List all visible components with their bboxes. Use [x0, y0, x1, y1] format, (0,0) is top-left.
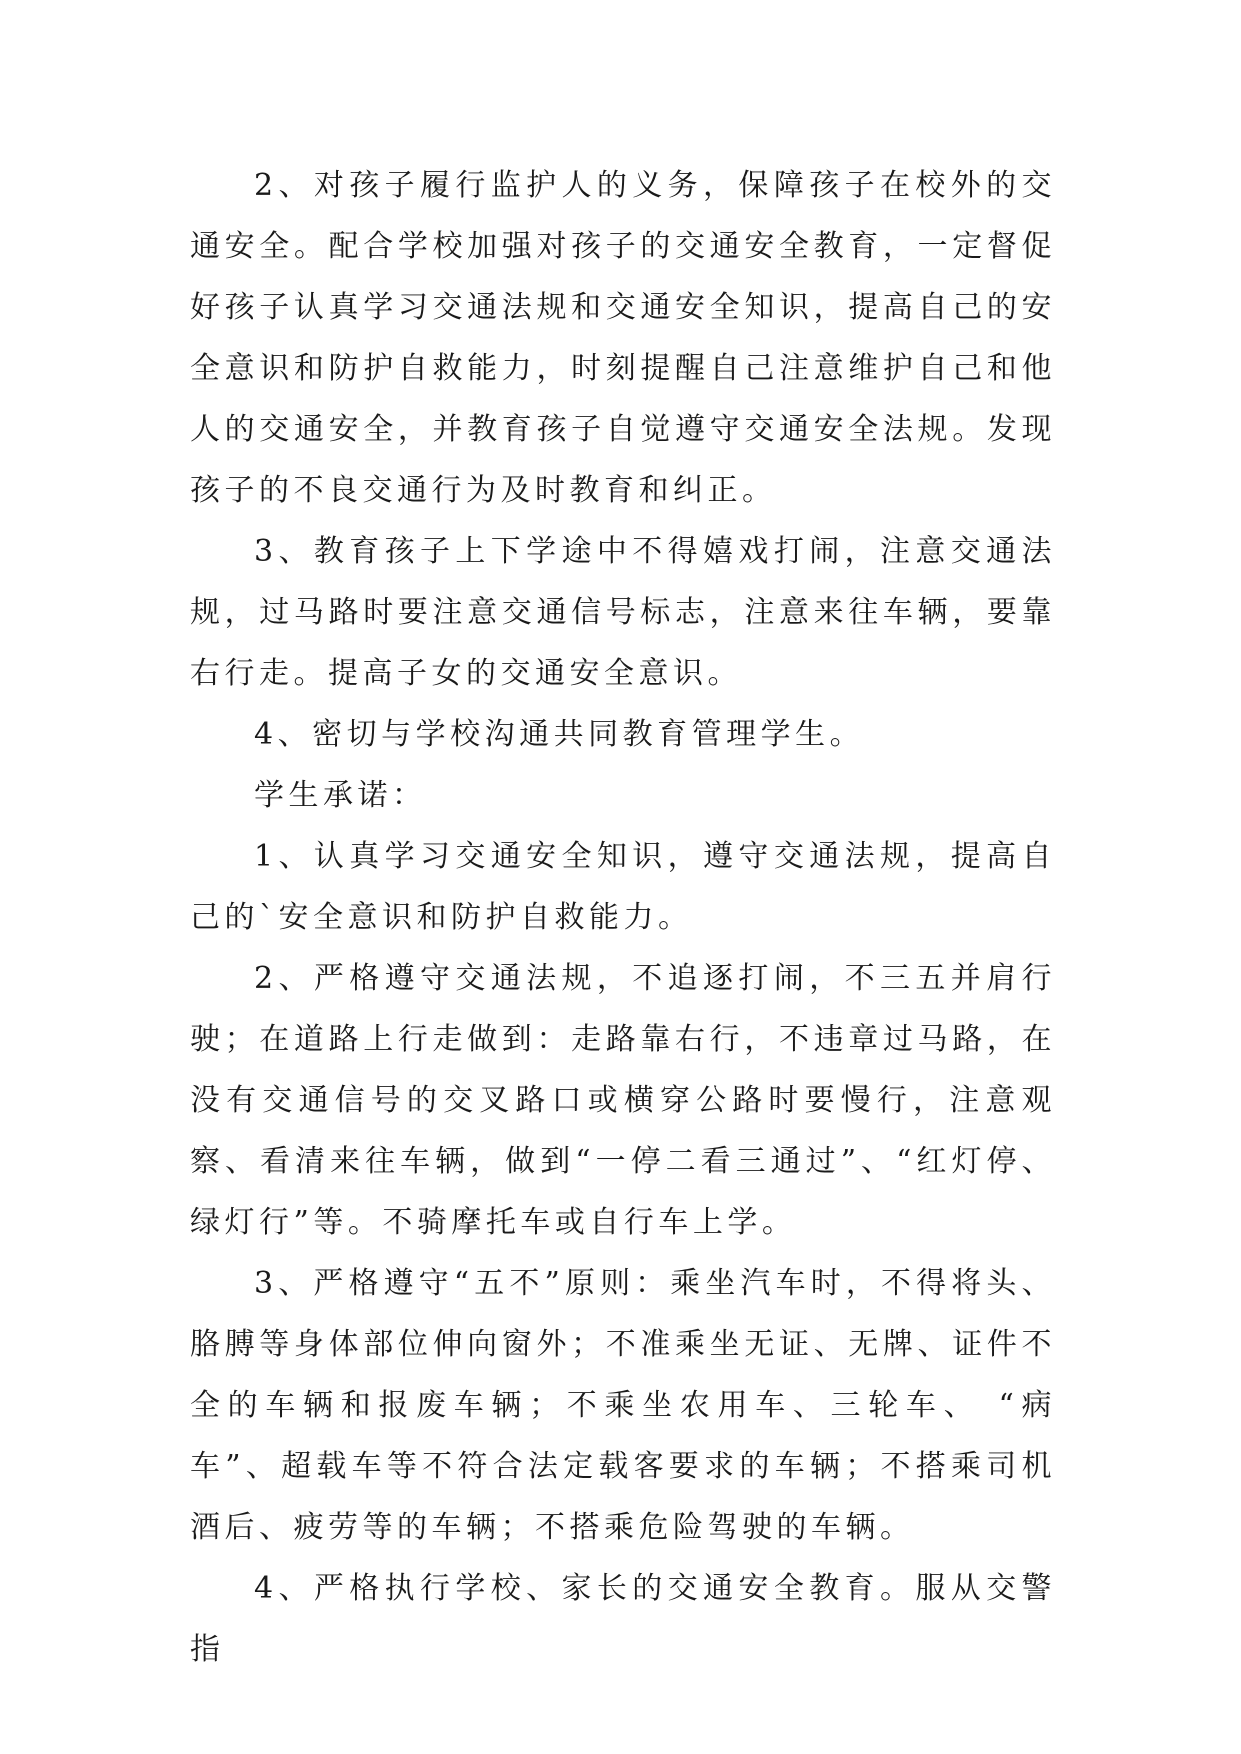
- paragraph-student-pledge-4: 4、严格执行学校、家长的交通安全教育。服从交警指: [190, 1571, 1056, 1667]
- paragraph-student-pledge-2: 2、严格遵守交通法规，不追逐打闹，不三五并肩行驶；在道路上行走做到：走路靠右行，不违章过马路，在没有交通信号的交叉路口或横穿公路时要慢行，注意观察、看清来往车辆，做到“一停二看三通过”、“红灯停、绿灯行”等。不骑摩托车或自行车上学。: [190, 961, 1056, 1240]
- paragraph-student-pledge-1: 1、认真学习交通安全知识，遵守交通法规，提高自己的`安全意识和防护自救能力。: [190, 839, 1056, 935]
- section-heading-student-pledge: 学生承诺：: [254, 778, 427, 813]
- paragraph-student-pledge-3: 3、严格遵守“五不”原则：乘坐汽车时，不得将头、胳膊等身体部位伸向窗外；不准乘坐无证、无牌、证件不全的车辆和报废车辆；不乘坐农用车、三轮车、 “病车”、超载车等不符合法定载客要求的车辆；不搭乘司机酒后、疲劳等的车辆；不搭乘危险驾驶的车辆。: [190, 1266, 1056, 1545]
- paragraph-parent-duty-3: 3、教育孩子上下学途中不得嬉戏打闹，注意交通法规，过马路时要注意交通信号标志，注意来往车辆，要靠右行走。提高子女的交通安全意识。: [190, 534, 1056, 691]
- paragraph-parent-duty-2: 2、对孩子履行监护人的义务，保障孩子在校外的交通安全。配合学校加强对孩子的交通安全教育，一定督促好孩子认真学习交通法规和交通安全知识，提高自己的安全意识和防护自救能力，时刻提醒自己注意维护自己和他人的交通安全，并教育孩子自觉遵守交通安全法规。发现孩子的不良交通行为及时教育和纠正。: [190, 168, 1056, 508]
- paragraph-parent-duty-4: 4、密切与学校沟通共同教育管理学生。: [254, 717, 865, 752]
